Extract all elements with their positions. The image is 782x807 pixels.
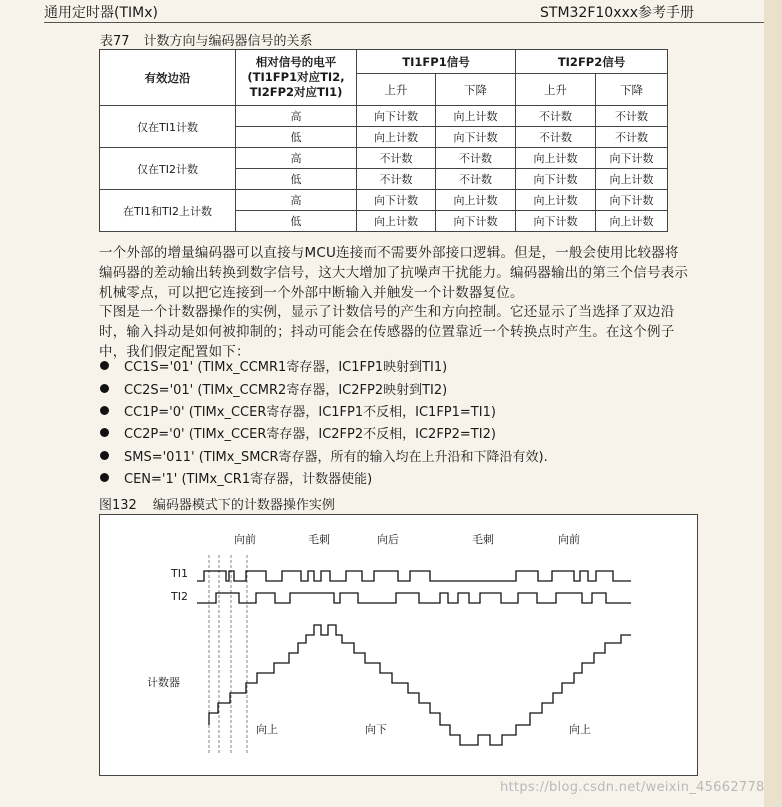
table-cell: 不计数 [357, 148, 436, 169]
table-cell: 向上计数 [436, 190, 516, 211]
table-cell: 向上计数 [357, 211, 436, 232]
level-cell: 低 [236, 127, 357, 148]
table-cell: 向上计数 [357, 127, 436, 148]
th-relative-level-title: 相对信号的电平 [255, 55, 337, 69]
figure-caption [99, 494, 335, 513]
table-cell: 不计数 [516, 127, 596, 148]
header-rule [44, 22, 764, 23]
label-glitch-2: 毛刺 [472, 533, 494, 546]
figure-caption-title: 编码器模式下的计数器操作实例 [152, 498, 335, 513]
th-ti2-rise: 上升 [516, 74, 596, 106]
paragraph-encoder-intro: 一个外部的增量编码器可以直接与MCU连接而不需要外部接口逻辑。但是，一般会使用比较器将编码器的差动输出转换到数字信号，这大大增加了抗噪声干扰能力。编码器输出的第三个信号表示机械零点，可以把它连接到一个外部中断输入并触发一个计数器复位。 [99, 245, 689, 301]
encoder-timing-figure [99, 514, 698, 776]
table-cell: 向下计数 [516, 169, 596, 190]
label-down: 向下 [365, 723, 387, 736]
bullet-text: CC2P='0' (TIMx_CCER寄存器，IC2FP2不反相，IC2FP2=TI2) [124, 427, 496, 442]
level-cell: 高 [236, 190, 357, 211]
running-header-left: 通用定时器(TIMx) [44, 5, 158, 21]
level-cell: 高 [236, 106, 357, 127]
figure-caption-number: 图132 [99, 498, 137, 513]
th-relative-level [236, 50, 357, 106]
ti1-waveform [197, 571, 631, 581]
th-ti2-fall: 下降 [596, 74, 668, 106]
page-margin-strip [764, 0, 782, 807]
table-cell: 不计数 [596, 127, 668, 148]
level-cell: 低 [236, 169, 357, 190]
edge-cell: 仅在TI2计数 [100, 148, 236, 190]
bullet-text: CC1P='0' (TIMx_CCER寄存器，IC1FP1不反相，IC1FP1=TI1) [124, 405, 496, 420]
encoder-direction-table [99, 49, 668, 232]
th-ti1-rise: 上升 [357, 74, 436, 106]
table-row [100, 106, 668, 127]
table-cell: 不计数 [436, 148, 516, 169]
config-bullet [100, 469, 372, 491]
watermark: https://blog.csdn.net/weixin_45662778 [500, 780, 765, 795]
level-cell: 低 [236, 211, 357, 232]
table-cell: 不计数 [436, 169, 516, 190]
table-caption-number: 表77 [100, 34, 130, 49]
table-cell: 向下计数 [516, 211, 596, 232]
bullet-dot [100, 361, 109, 370]
bullet-dot [100, 428, 109, 437]
bullet-text: CC1S='01' (TIMx_CCMR1寄存器，IC1FP1映射到TI1) [124, 360, 448, 375]
table-row [100, 148, 668, 169]
level-cell: 高 [236, 148, 357, 169]
bullet-text: SMS='011' (TIMx_SMCR寄存器，所有的输入均在上升沿和下降沿有效). [124, 450, 548, 465]
config-bullet [100, 402, 496, 424]
bullet-text: CEN='1' (TIMx_CR1寄存器，计数器使能) [124, 472, 373, 487]
config-bullet [100, 424, 496, 446]
table-cell: 向上计数 [436, 106, 516, 127]
bullet-text: CC2S='01' (TIMx_CCMR2寄存器，IC2FP2映射到TI2) [124, 383, 448, 398]
th-ti2fp2: TI2FP2信号 [516, 50, 668, 74]
table-cell: 向上计数 [596, 169, 668, 190]
bullet-dot [100, 406, 109, 415]
table-cell: 向下计数 [357, 106, 436, 127]
config-bullet [100, 357, 447, 379]
th-ti1-fall: 下降 [436, 74, 516, 106]
table-cell: 向下计数 [436, 127, 516, 148]
label-backward: 向后 [377, 533, 399, 546]
table-cell: 向下计数 [596, 190, 668, 211]
th-active-edge: 有效边沿 [100, 50, 236, 106]
table-caption-title: 计数方向与编码器信号的关系 [143, 34, 313, 49]
bullet-dot [100, 384, 109, 393]
timing-diagram [100, 515, 697, 775]
label-ti1: TI1 [171, 567, 188, 580]
table-cell: 不计数 [596, 106, 668, 127]
running-header-right: STM32F10xxx参考手册 [540, 5, 695, 21]
time-markers [209, 555, 247, 753]
edge-cell: 仅在TI1计数 [100, 106, 236, 148]
label-ti2: TI2 [171, 590, 188, 603]
bullet-dot [100, 473, 109, 482]
label-glitch-1: 毛刺 [308, 533, 330, 546]
table-cell: 不计数 [516, 106, 596, 127]
table-cell: 向上计数 [516, 148, 596, 169]
label-counter: 计数器 [147, 676, 180, 689]
config-bullet [100, 380, 447, 402]
label-up-1: 向上 [256, 723, 278, 736]
table-caption [100, 30, 313, 49]
th-relative-level-sub: (TI1FP1对应TI2, TI2FP2对应TI1) [247, 70, 345, 99]
label-forward-2: 向前 [558, 533, 580, 546]
ti2-waveform [197, 593, 631, 603]
label-up-2: 向上 [569, 723, 591, 736]
table-cell: 向下计数 [436, 211, 516, 232]
table-cell: 向下计数 [596, 148, 668, 169]
table-cell: 不计数 [357, 169, 436, 190]
edge-cell: 在TI1和TI2上计数 [100, 190, 236, 232]
table-cell: 向上计数 [596, 211, 668, 232]
bullet-dot [100, 451, 109, 460]
paragraph-example-intro: 下图是一个计数器操作的实例，显示了计数信号的产生和方向控制。它还显示了当选择了双边沿时，输入抖动是如何被抑制的；抖动可能会在传感器的位置靠近一个转换点时产生。在这个例子中，我们假定配置如下： [99, 304, 675, 360]
th-ti1fp1: TI1FP1信号 [357, 50, 516, 74]
label-forward-1: 向前 [234, 533, 256, 546]
table-row [100, 190, 668, 211]
table-cell: 向上计数 [516, 190, 596, 211]
table-cell: 向下计数 [357, 190, 436, 211]
config-bullet [100, 447, 548, 469]
